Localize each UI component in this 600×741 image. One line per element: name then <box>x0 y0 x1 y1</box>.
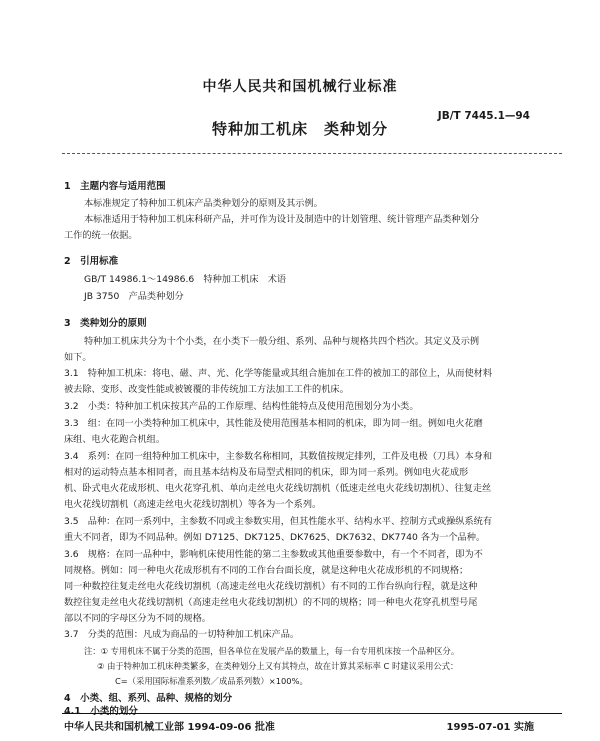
org-title: 中华人民共和国机械行业标准 <box>202 79 398 95</box>
section-heading-1: 1 主题内容与适用范围 <box>64 181 166 192</box>
document-title: 特种加工机床 类种划分 <box>211 120 388 138</box>
section-heading-3: 3 类种划分的原则 <box>64 318 147 329</box>
reference-line: JB 3750 产品类种划分 <box>84 291 184 302</box>
paragraph-line: 被去除、变形、改变性能或被镀覆的非传统加工方法加工工件的机床。 <box>64 384 349 395</box>
paragraph-line: 同规格。例如：同一种电火花成形机有不同的工作台台面长度，就是这种电火花成形机的不同规格； <box>64 565 469 576</box>
footer-divider <box>62 713 562 714</box>
clause-3-4: 3.4 系列：在同一组特种加工机床中，主参数名称相同，其数值按规定排列，工件及电极（刀具）本身和 <box>64 451 493 462</box>
paragraph-line: 同一种数控往复走丝电火花线切割机（高速走丝电火花线切割机）有不同的工作台纵向行程，就是这种 <box>64 581 478 592</box>
section-heading-2: 2 引用标准 <box>64 256 119 267</box>
clause-3-5: 3.5 品种：在同一系列中，主参数不同或主参数实用，但其性能水平、结构水平、控制方式或操纵系统有 <box>64 516 493 527</box>
clause-3-3: 3.3 组：在同一小类特种加工机床中，其性能及使用范围基本相同的机床，即为同一组。例如电火花磨 <box>64 418 483 429</box>
clause-3-2: 3.2 小类：特种加工机床按其产品的工作原理、结构性能特点及使用范围划分为小类。 <box>64 401 419 412</box>
clause-3-1: 3.1 特种加工机床：将电、磁、声、光、化学等能量或其组合施加在工件的被加工的部位上，从而使材料 <box>64 368 493 379</box>
paragraph-line: 相对的运动特点基本相同者，而且基本结构及布局型式相同的机床，即为同一系列。例如电火花成形 <box>64 467 469 478</box>
effective-date: 1995-07-01 实施 <box>446 722 534 733</box>
formula-line: C=（采用国际标准系列数／成品系列数）×100%。 <box>115 676 308 686</box>
header-divider <box>62 153 562 154</box>
clause-3-6: 3.6 规格：在同一品种中，影响机床使用性能的第二主参数或其他重要参数中，有一个不同者，即为不 <box>64 549 483 560</box>
section-heading-4: 4 小类、组、系列、品种、规格的划分 <box>64 693 233 704</box>
paragraph-line: 部以不同的字母区分为不同的规格。 <box>64 613 211 624</box>
paragraph-line: 床组、电火花跑合机组。 <box>64 434 166 445</box>
paragraph-line: 本标准规定了特种加工机床产品类种划分的原则及其示例。 <box>84 198 323 209</box>
paragraph-line: 特种加工机床共分为十个小类，在小类下一般分组、系列、品种与规格共四个档次。其定义及示例 <box>84 336 480 347</box>
paragraph-line: 重大不同者，即为不同品种。例如 D7125、DK7125、DK7625、DK7632、DK7740 各为一个品种。 <box>64 532 486 543</box>
subsection-heading-4-1: 4.1 小类的划分 <box>64 706 138 717</box>
paragraph-line: 工作的统一依据。 <box>64 230 138 241</box>
paragraph-line: 机、卧式电火花成形机、电火花穿孔机、单向走丝电火花线切割机（低速走丝电火花线切割机）、往复走丝 <box>64 483 492 494</box>
note-line: 注：① 专用机床不属于分类的范围，但各单位在发展产品的数量上，每一台专用机床按一个品种区分。 <box>84 646 460 656</box>
paragraph-line: 数控往复走丝电火花线切割机（高速走丝电火花线切割机）的不同的规格；同一种电火花穿孔机型号尾 <box>64 597 478 608</box>
paragraph-line: 如下。 <box>64 352 92 363</box>
note-line: ② 由于特种加工机床种类繁多，在类种划分上又有其特点，故在计算其采标率 C 时建议采用公式： <box>97 661 459 671</box>
clause-3-7: 3.7 分类的范围：凡成为商品的一切特种加工机床产品。 <box>64 629 300 640</box>
reference-line: GB/T 14986.1～14986.6 特种加工机床 术语 <box>84 274 287 285</box>
paragraph-line: 电火花线切割机（高速走丝电火花线切割机）等各为一个系列。 <box>64 499 322 510</box>
paragraph-line: 本标准适用于特种加工机床科研产品，并可作为设计及制造中的计划管理、统计管理产品类种划分 <box>84 214 480 225</box>
standard-code: JB/T 7445.1—94 <box>437 110 530 122</box>
approval-line: 中华人民共和国机械工业部 1994-09-06 批准 <box>64 722 275 733</box>
